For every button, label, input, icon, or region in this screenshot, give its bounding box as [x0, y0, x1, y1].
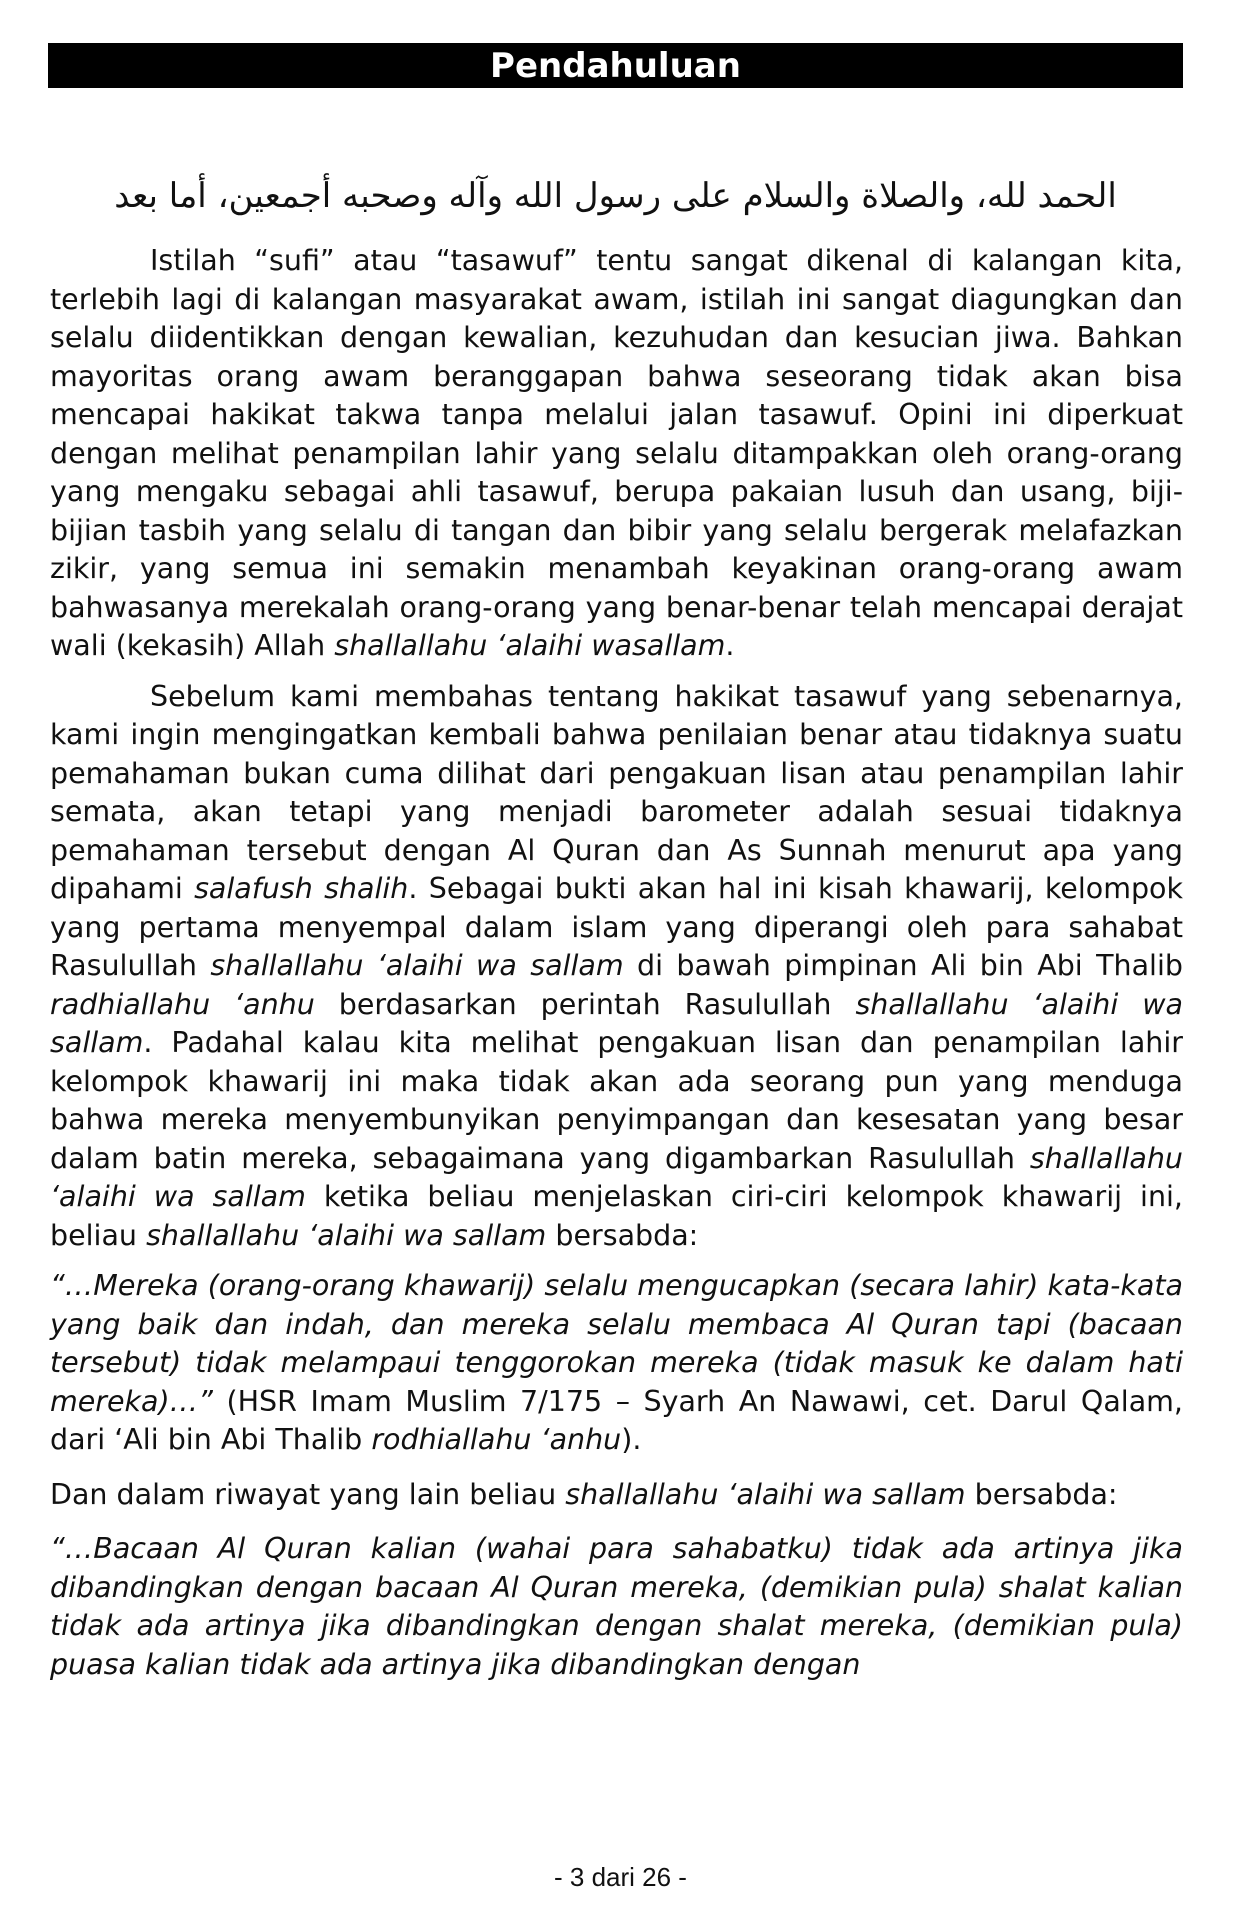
paragraph-khawarij: Sebelum kami membahas tentang hakikat tasawuf yang sebenarnya, kami ingin mengingatkan kembali bahwa penilaian benar atau tidaknya suatu pemahaman bukan cuma dilihat dari pengakuan lisan atau penampilan lahir semata, akan tetapi yang menjadi barometer adalah sesuai tidaknya pemahaman tersebut dengan Al Quran dan As Sunnah menurut apa yang dipahami salafush shalih. Sebagai bukti akan hal ini kisah khawarij, kelompok yang pertama menyempal dalam islam yang diperangi oleh para sahabat Rasulullah shallallahu ‘alaihi wa sallam di bawah pimpinan Ali bin Abi Thalib radhiallahu ‘anhu berdasarkan perintah Rasulullah shallallahu ‘alaihi wa sallam. Padahal kalau kita melihat pengakuan lisan dan penampilan lahir kelompok khawarij ini maka tidak akan ada seorang pun yang menduga bahwa mereka menyembunyikan penyimpangan dan kesesatan yang besar dalam batin mereka, sebagaimana yang digambarkan Rasulullah shallallahu ‘alaihi wa sallam ketika beliau menjelaskan ciri-ciri kelompok khawarij ini, beliau shallallahu ‘alaihi wa sallam bersabda: — [50, 679, 1183, 1252]
hadith-quote-1: “…Mereka (orang-orang khawarij) selalu mengucapkan (secara lahir) kata-kata yang baik dan indah, dan mereka selalu membaca Al Quran tapi (bacaan tersebut) tidak melampaui tenggorokan mereka (tidak masuk ke dalam hati mereka)…” (HSR Imam Muslim 7/175 – Syarh An Nawawi, cet. Darul Qalam, dari ‘Ali bin Abi Thalib rodhiallahu ‘anhu). — [50, 1269, 1183, 1456]
page-header — [48, 43, 1183, 88]
arabic-opening: الحمد لله، والصلاة والسلام على رسول الله وآله وصحبه أجمعين، أما بعد — [114, 176, 1117, 216]
page-title: Pendahuluan — [490, 45, 741, 86]
paragraph-intro: Istilah “sufi” atau “tasawuf” tentu sangat dikenal di kalangan kita, terlebih lagi di kalangan masyarakat awam, istilah ini sangat diagungkan dan selalu diidentikkan dengan kewalian, kezuhudan dan kesucian jiwa. Bahkan mayoritas orang awam beranggapan bahwa seseorang tidak akan bisa mencapai hakikat takwa tanpa melalui jalan tasawuf. Opini ini diperkuat dengan melihat penampilan lahir yang selalu ditampakkan oleh orang-orang yang mengaku sebagai ahli tasawuf, berupa pakaian lusuh dan usang, biji-bijian tasbih yang selalu di tangan dan bibir yang selalu bergerak melafazkan zikir, yang semua ini semakin menambah keyakinan orang-orang awam bahwasanya merekalah orang-orang yang benar-benar telah mencapai derajat wali (kekasih) Allah shallallahu ‘alaihi wasallam. — [50, 244, 1183, 662]
paragraph-riwayat: Dan dalam riwayat yang lain beliau shallallahu ‘alaihi wa sallam bersabda: — [50, 1477, 1118, 1511]
hadith-quote-2: “…Bacaan Al Quran kalian (wahai para sahabatku) tidak ada artinya jika dibandingkan dengan bacaan Al Quran mereka, (demikian pula) shalat kalian tidak ada artinya jika dibandingkan dengan shalat mereka, (demikian pula) puasa kalian tidak ada artinya jika dibandingkan dengan — [50, 1532, 1183, 1681]
document-body — [50, 242, 1183, 1700]
page-number: - 3 dari 26 - — [554, 1862, 687, 1892]
